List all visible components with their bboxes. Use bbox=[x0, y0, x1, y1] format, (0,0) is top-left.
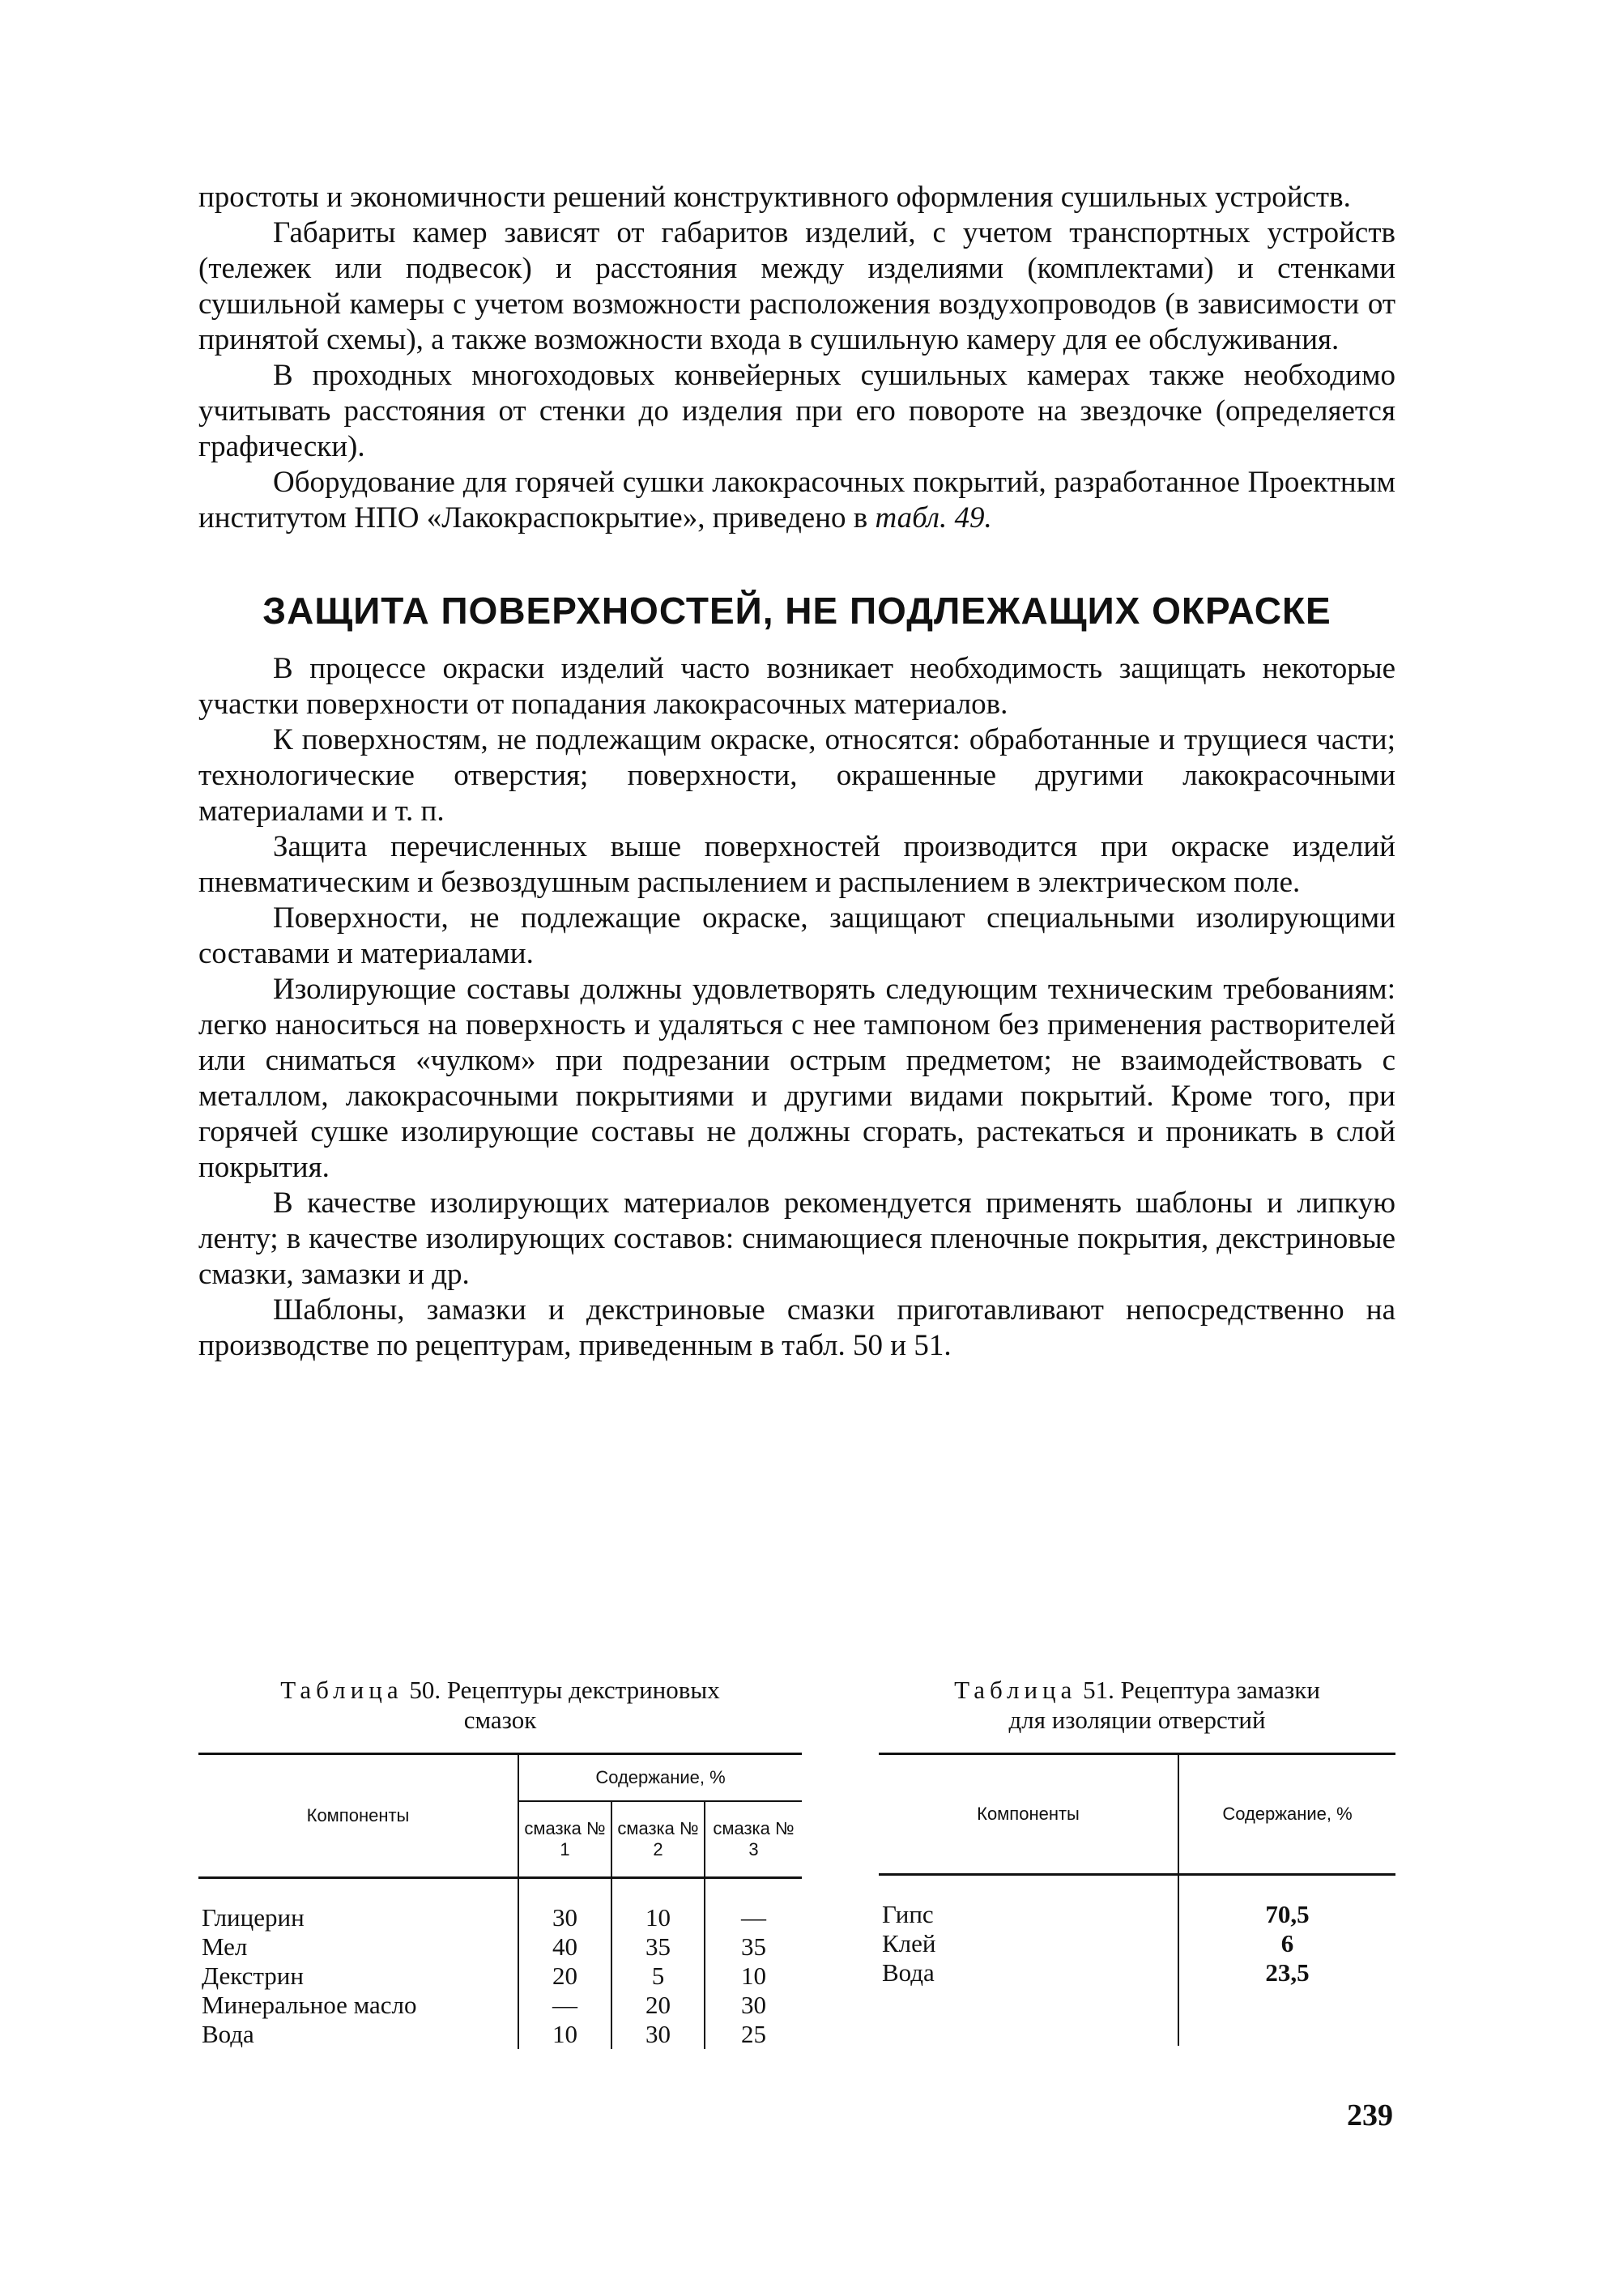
table50-header-sub1: смазка № 1 bbox=[518, 1801, 611, 1878]
table-row: Вода 10 30 25 bbox=[198, 2020, 802, 2049]
table51 bbox=[879, 1753, 1395, 2046]
table-row: Глицерин 30 10 — bbox=[198, 1878, 802, 1933]
table51-label: Таблица bbox=[954, 1676, 1077, 1704]
table-row: Декстрин 20 5 10 bbox=[198, 1962, 802, 1991]
paragraph: Шаблоны, замазки и декстриновые смазки приготавливают непосредственно на производстве по рецептурам, приведенным в табл. 50 и 51. bbox=[198, 1293, 1395, 1362]
paragraph: Защита перечисленных выше поверхностей производится при окраске изделий пневматическим и безвоздушным распылением и распылением в электрическом поле. bbox=[198, 830, 1395, 899]
table-row: Клей 6 bbox=[879, 1929, 1395, 1958]
page-number: 239 bbox=[1347, 2098, 1393, 2132]
tables-area bbox=[198, 1675, 1395, 2128]
paragraph: Поверхности, не подлежащие окраске, защищают специальными изолирующими составами и материалами. bbox=[198, 901, 1395, 970]
body-text bbox=[198, 180, 1395, 1364]
table50-header-sub3: смазка № 3 bbox=[705, 1801, 802, 1878]
section-heading: ЗАЩИТА ПОВЕРХНОСТЕЙ, НЕ ПОДЛЕЖАЩИХ ОКРАСКЕ bbox=[262, 590, 1331, 632]
table51-header-content: Содержание, % bbox=[1178, 1754, 1395, 1875]
paragraph: Изолирующие составы должны удовлетворять следующим техническим требованиям: легко наноситься на поверхность и удаляться с нее тампоном без применения растворителей или сниматься «чулком» при подрезании острым предметом; не взаимодействовать с металлом, лакокрасочными покрытиями и другими видами покрытий. Кроме того, при горячей сушке изолирующие составы не должны сгорать, растекаться и проникать в слой покрытия. bbox=[198, 973, 1395, 1184]
paragraph bbox=[198, 465, 1395, 536]
paragraph: К поверхностям, не подлежащим окраске, относятся: обработанные и трущиеся части; технологические отверстия; поверхности, окрашенные другими лакокрасочными материалами и т. п. bbox=[198, 723, 1395, 828]
table-row: Вода 23,5 bbox=[879, 1958, 1395, 1987]
table-row: Минеральное масло — 20 30 bbox=[198, 1991, 802, 2020]
paragraph: В качестве изолирующих материалов рекомендуется применять шаблоны и липкую ленту; в качестве изолирующих составов: снимающиеся пленочные покрытия, декстриновые смазки, замазки и др. bbox=[198, 1186, 1395, 1291]
paragraph: Габариты камер зависят от габаритов изделий, с учетом транспортных устройств (тележек или подвесок) и расстояния между изделиями (комплектами) и стенками сушильной камеры с учетом возможности расположения воздухопроводов (в зависимости от принятой схемы), а также возможности входа в сушильную камеру для ее обслуживания. bbox=[198, 216, 1395, 356]
table50-title-line2: смазок bbox=[463, 1706, 537, 1734]
paragraph: простоты и экономичности решений конструктивного оформления сушильных устройств. bbox=[198, 181, 1351, 214]
table-row: Мел 40 35 35 bbox=[198, 1932, 802, 1962]
table50-label: Таблица bbox=[280, 1676, 403, 1704]
table51-caption bbox=[879, 1675, 1395, 1735]
table51-title: 51. Рецептура замазки bbox=[1083, 1676, 1320, 1704]
table50-header-sub2: смазка № 2 bbox=[611, 1801, 705, 1878]
paragraph: В проходных многоходовых конвейерных сушильных камерах также необходимо учитывать расстояния от стенки до изделия при его повороте на звездочке (определяется графически). bbox=[198, 359, 1395, 463]
table51-header-components: Компоненты bbox=[879, 1754, 1178, 1875]
paragraph-text: Оборудование для горячей сушки лакокрасочных покрытий, разработанное Проектным институтом НПО «Лакокраспокрытие», приведено в bbox=[198, 466, 1395, 535]
table50-caption bbox=[198, 1675, 802, 1735]
table50-header-content: Содержание, % bbox=[518, 1754, 802, 1802]
table50-header-components: Компоненты bbox=[198, 1754, 518, 1878]
table-row: Гипс 70,5 bbox=[879, 1875, 1395, 1930]
table50 bbox=[198, 1753, 802, 2049]
table50-title: 50. Рецептуры декстриновых bbox=[409, 1676, 720, 1704]
table-reference: табл. 49. bbox=[875, 501, 992, 535]
table51-title-line2: для изоляции отверстий bbox=[1008, 1706, 1266, 1734]
paragraph: В процессе окраски изделий часто возникает необходимость защищать некоторые участки поверхности от попадания лакокрасочных материалов. bbox=[198, 652, 1395, 721]
